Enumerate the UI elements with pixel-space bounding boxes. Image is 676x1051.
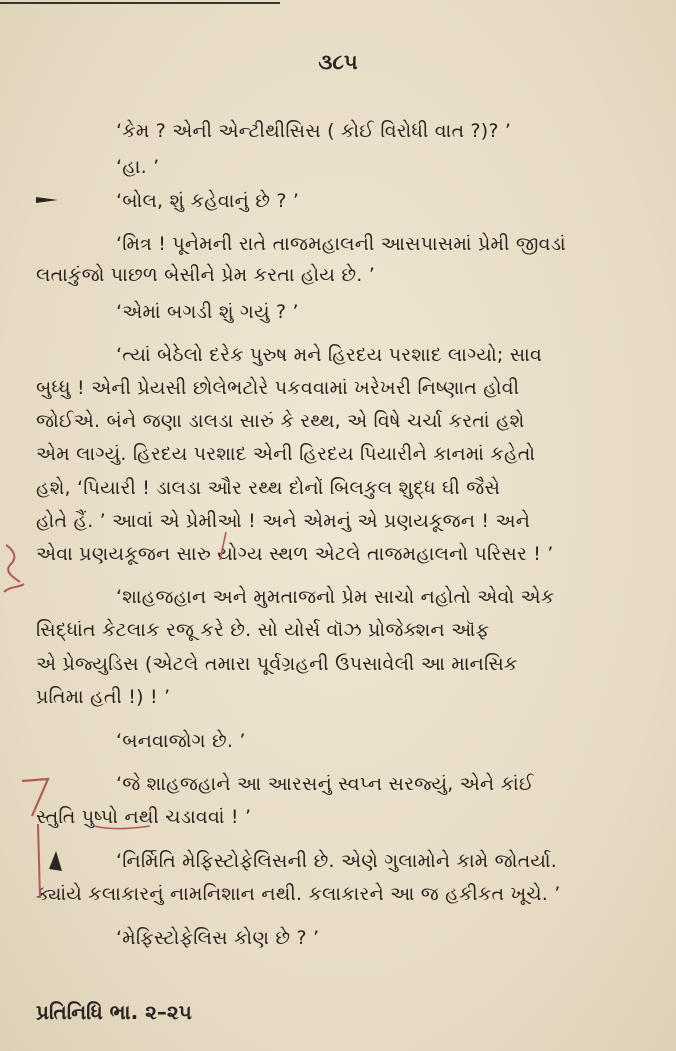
text-line: બુધ્ધુ ! એની પ્રેયસી છોલેભટોરે પકવવામાં ખરેખરી નિષ્ણાત હોવી: [36, 377, 520, 399]
pencil-squiggle-icon: [4, 545, 24, 592]
text-line: સ્તુતિ પુષ્પો નથી ચડાવવાં ! ’: [36, 806, 252, 828]
text-line: એવા પ્રણયકૂજન સારુ યોગ્ય સ્થળ એટલે તાજમહાલનો પરિસર ! ’: [36, 543, 554, 565]
page-number: ૩૮૫: [318, 50, 358, 74]
text-line: ક્યાંયે કલાકારનું નામનિશાન નથી. કલાકારને આ જ હકીકત ખૂચે. ’: [36, 883, 561, 905]
text-line: ‘એમાં બગડી શું ગયું ? ’: [116, 301, 299, 323]
text-line: ‘નિર્મિતિ મેફિસ્ટોફેલિસની છે. એણે ગુલામોને કામે જોતર્યા.: [116, 850, 558, 872]
text-line: એમ લાગ્યું. હિરદય પરશાદ એની હિરદય પિયારીને કાનમાં કહેતો: [36, 443, 536, 465]
text-line: જોઈએ. બંને જણા ડાલડા સારું કે રથ્થ, એ વિષે ચર્ચા કરતાં હશે: [36, 410, 525, 432]
text-line: ‘હા. ’: [116, 156, 160, 178]
text-line: ‘મિત્ર ! પૂનેમની રાતે તાજમહાલની આસપાસમાં પ્રેમી જીવડાં: [116, 233, 566, 255]
text-line: લતાકુંજો પાછળ બેસીને પ્રેમ કરતા હોય છે. ’: [36, 264, 375, 286]
text-line: ‘જે શાહજહાને આ આરસનું સ્વપ્ન સરજ્યું, એને કાંઈ: [116, 773, 534, 795]
pencil-vertical-stroke-icon: [220, 532, 226, 560]
arrow-mark-icon: [36, 197, 58, 203]
text-line: ‘મેફિસ્ટોફેલિસ કોણ છે ? ’: [116, 927, 320, 949]
text-line: સિદ્ધાંત કેટલાક રજૂ કરે છે. સો યોર્સ વૉઝ પ્રોજેક્શન ઑફ: [36, 619, 490, 641]
pencil-underline-icon: [94, 826, 150, 829]
arrow-mark-icon: [49, 851, 62, 871]
text-line: પ્રતિમા હતી !) ! ’: [36, 686, 171, 708]
text-line: હશે, ‘પિયારી ! ડાલડા ઔર રથ્થ દોનોં બિલકુલ શુદ્ધ ઘી જૈસે: [36, 477, 501, 499]
text-line: હોતે હૈં. ’ આવાં એ પ્રેમીઓ ! અને એમનું એ પ્રણયકૂજન ! અને: [36, 510, 531, 532]
pencil-seven-icon: [22, 779, 48, 898]
text-line: એ પ્રેજ્યુડિસ (એટલે તમારા પૂર્વગ્રહની ઉપસાવેલી આ માનસિક: [36, 653, 518, 675]
text-line: ‘બનવાજોગ છે. ’: [116, 730, 246, 752]
text-line: ‘બોલ, શું કહેવાનું છે ? ’: [116, 190, 300, 212]
text-line: ‘કેમ ? એની એન્ટીથીસિસ ( કોઈ વિરોધી વાત ?)? ’: [116, 120, 512, 142]
book-signature-footer: પ્રતિનિધિ ભા. ૨–૨૫: [36, 1000, 192, 1024]
text-line: ‘ત્યાં બેઠેલો દરેક પુરુષ મને હિરદય પરશાદ લાગ્યો; સાવ: [116, 344, 543, 366]
text-line: ‘શાહજહાન અને મુમતાજનો પ્રેમ સાચો નહોતો એવો એક: [116, 586, 555, 608]
